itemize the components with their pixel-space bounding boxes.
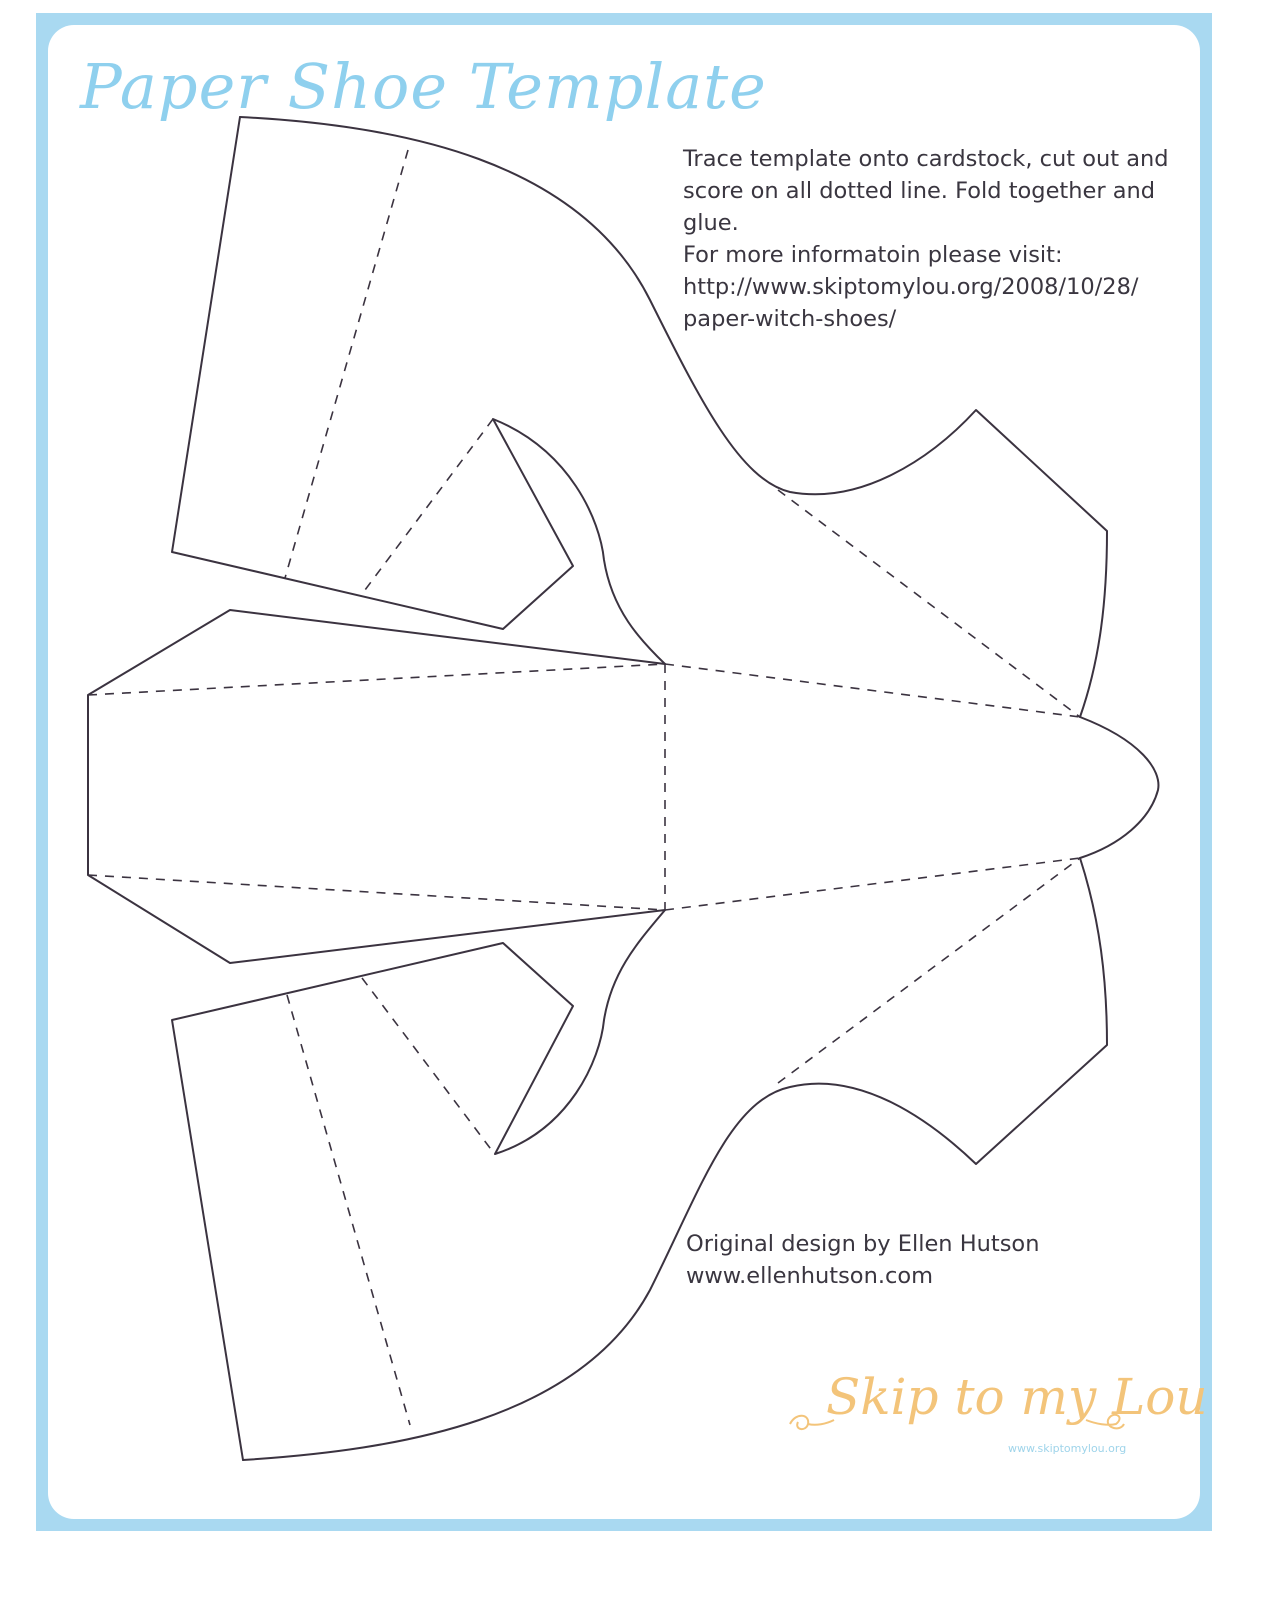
- logo-text: Skip to my Lou: [826, 1368, 1208, 1426]
- credit-line: Original design by Ellen Hutson: [686, 1231, 1040, 1257]
- upper-shoe-piece: [172, 117, 665, 664]
- page-title: Paper Shoe Template: [80, 50, 767, 123]
- instructions-link[interactable]: paper-witch-shoes/: [683, 306, 897, 332]
- instructions-line: score on all dotted line. Fold together and: [683, 178, 1156, 204]
- instructions-line: For more informatoin please visit:: [683, 242, 1063, 268]
- design-credit: [686, 1228, 1039, 1292]
- instructions-line: glue.: [683, 210, 739, 236]
- lower-shoe-piece: [172, 910, 665, 1460]
- instructions-line: Trace template onto cardstock, cut out and: [683, 146, 1169, 172]
- toe-curve: [1080, 717, 1158, 858]
- credit-link[interactable]: www.ellenhutson.com: [686, 1263, 934, 1289]
- skip-to-my-lou-logo: [786, 1368, 1208, 1467]
- logo-url[interactable]: www.skiptomylou.org: [1008, 1442, 1127, 1455]
- instructions-link[interactable]: http://www.skiptomylou.org/2008/10/28/: [683, 274, 1139, 300]
- sole-outline: [88, 610, 665, 963]
